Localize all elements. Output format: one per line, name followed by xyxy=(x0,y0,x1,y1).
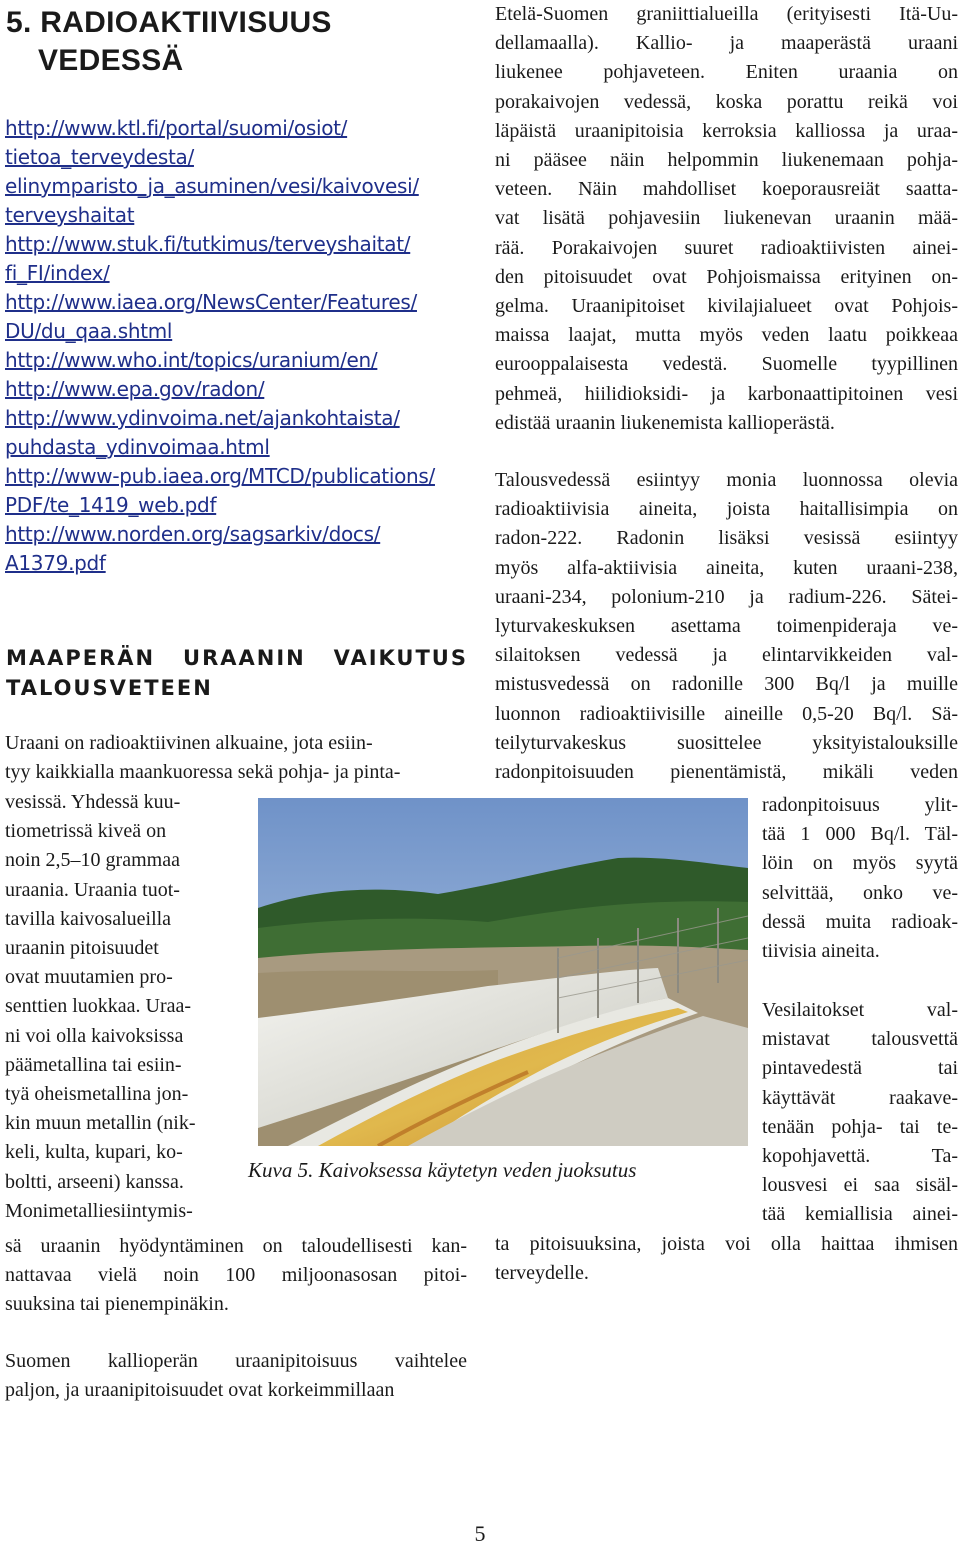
text-line: tavilla kaivosalueilla xyxy=(5,907,172,930)
text-line: ovat muutamien pro- xyxy=(5,966,173,989)
text-line: käyttävät raakave- xyxy=(762,1086,958,1109)
text-line: kopohjavettä. Ta- xyxy=(762,1145,958,1168)
text-line: pehmeä, hiilidioksidi- ja karbonaattipitoinen vesi xyxy=(495,382,958,405)
page-number: 5 xyxy=(474,1521,486,1546)
text-line: sä uraanin hyödyntäminen on taloudellisesti kan- xyxy=(5,1235,467,1257)
text-line: silaitoksen vedessä ja elintarvikkeiden val- xyxy=(495,644,958,667)
right-column-radon-wrapped xyxy=(762,791,958,966)
uranium-paragraph-end xyxy=(5,1232,467,1320)
text-line: uraani-234, polonium-210 ja radium-226. Sätei- xyxy=(495,585,958,608)
text-line: vesissä. Yhdessä kuu- xyxy=(5,791,181,813)
reference-link[interactable]: A1379.pdf xyxy=(5,551,106,575)
text-line: dellamaalla). Kallio- ja maaperästä uraani xyxy=(495,32,958,55)
text-line: mistavat talousvettä xyxy=(762,1028,958,1051)
reference-link[interactable]: http://www.norden.org/sagsarkiv/docs/ xyxy=(5,522,381,546)
text-line: veteen. Näin mahdolliset koeporausreiät saatta- xyxy=(495,178,958,201)
text-line: Suomen kallioperän uraanipitoisuus vaihtelee xyxy=(5,1350,467,1372)
subheading: MAAPERÄN URAANIN VAIKUTUS TALOUSVETEEN xyxy=(6,646,468,700)
reference-link[interactable]: fi_FI/index/ xyxy=(5,261,110,285)
text-line: keli, kulta, kupari, ko- xyxy=(5,1141,183,1164)
text-line: senttien luokkaa. Uraa- xyxy=(5,995,192,1018)
text-line: gelma. Uraanipitoiset kivilajialueet ovat Pohjois- xyxy=(495,295,958,318)
text-line: ni pääsee näin helpommin liukenemaan pohja- xyxy=(495,149,958,172)
text-line: löin on myös syytä xyxy=(762,852,958,875)
reference-link[interactable]: http://www.epa.gov/radon/ xyxy=(5,377,265,401)
reference-link[interactable]: http://www.ydinvoima.net/ajankohtaista/ xyxy=(5,406,400,430)
section-heading-line2: VEDESSÄ xyxy=(38,44,184,77)
text-line: radonpitoisuuden pienentämistä, mikäli veden xyxy=(495,761,958,784)
text-line: dessä muita radioak- xyxy=(762,910,958,933)
text-line: myös alfa-aktiivisia aineita, kuten uraani-238, xyxy=(495,556,958,579)
text-line: kin muun metallin (nik- xyxy=(5,1112,196,1135)
section-heading-line1: 5. RADIOAKTIIVISUUS xyxy=(6,6,332,39)
reference-link[interactable]: puhdasta_ydinvoimaa.html xyxy=(5,435,270,459)
text-line: teilyturvakeskus suosittelee yksityistalouksille xyxy=(495,731,958,754)
right-column-waterworks-end xyxy=(495,1230,958,1288)
text-line: noin 2,5–10 grammaa xyxy=(5,849,180,872)
text-line: läpäistä uraanipitoisia kerroksia kalliossa ja uraa- xyxy=(495,119,958,142)
reference-link[interactable]: PDF/te_1419_web.pdf xyxy=(5,493,217,517)
uranium-paragraph-wrapped xyxy=(5,788,237,1226)
text-line: uraania. Uraania tuot- xyxy=(5,878,180,901)
text-line: porakaivojen vedessä, koska porattu reikä voi xyxy=(495,90,958,113)
mine-water-channel-illustration xyxy=(258,798,748,1146)
reference-link[interactable]: terveyshaitat xyxy=(5,203,135,227)
text-line: Uraani on radioaktiivinen alkuaine, jota esiin- xyxy=(5,732,373,754)
text-line: tää 1 000 Bq/l. Täl- xyxy=(762,823,958,846)
text-line: rää. Porakaivojen suuret radioaktiivisten ainei- xyxy=(495,236,958,259)
text-line: luonnon radioaktiivisille aineille 0,5-20 Bq/l. Sä- xyxy=(495,702,958,725)
figure-caption: Kuva 5. Kaivoksessa käytetyn veden juoksutus xyxy=(248,1158,637,1182)
text-line: liukenee pohjaveteen. Eniten uraania on xyxy=(495,61,958,84)
text-line: nattavaa vielä noin 100 miljoonasosan pitoi- xyxy=(5,1264,467,1287)
text-line: tää kemiallisia ainei- xyxy=(762,1203,958,1226)
text-line: radioaktiivisia aineita, joista haitallisimpia on xyxy=(495,498,958,521)
reference-link[interactable]: tietoa_terveydesta/ xyxy=(5,145,194,169)
text-line: radon-222. Radonin lisäksi vesissä esiintyy xyxy=(495,527,958,550)
uranium-paragraph-intro xyxy=(5,729,467,787)
text-line: päämetallina tai esiin- xyxy=(5,1053,182,1076)
section-heading xyxy=(6,4,332,80)
reference-link[interactable]: elinymparisto_ja_asuminen/vesi/kaivovesi/ xyxy=(5,174,419,198)
text-line: uraanin pitoisuudet xyxy=(5,937,159,960)
right-column-paragraph-1 xyxy=(495,0,958,438)
text-line: selvittää, onko ve- xyxy=(762,881,958,904)
text-line: lousvesi ei saa sisäl- xyxy=(762,1174,958,1197)
reference-link[interactable]: http://www.stuk.fi/tutkimus/terveyshaitat/ xyxy=(5,232,411,256)
text-line: tyy kaikkialla maankuoressa sekä pohja- ja pinta- xyxy=(5,761,401,784)
text-line: Talousvedessä esiintyy monia luonnossa olevia xyxy=(495,469,958,491)
reference-links xyxy=(5,114,475,578)
text-line: Vesilaitokset val- xyxy=(762,999,958,1021)
text-line: tiivisia aineita. xyxy=(762,940,880,963)
text-line: edistää uraanin liukenemista kallioperästä. xyxy=(495,411,835,434)
text-line: vat lisätä pohjavesiin liukenevan uraanin mää- xyxy=(495,207,958,230)
reference-link[interactable]: http://www.who.int/topics/uranium/en/ xyxy=(5,348,378,372)
reference-link[interactable]: DU/du_qaa.shtml xyxy=(5,319,173,343)
text-line: boltti, arseeni) kanssa. xyxy=(5,1170,184,1193)
text-line: mistusvedessä on radonille 300 Bq/l ja muille xyxy=(495,673,958,696)
text-line: den pitoisuudet ovat Pohjoismaissa erityinen on- xyxy=(495,265,958,288)
text-line: ni voi olla kaivoksissa xyxy=(5,1024,184,1047)
text-line: radonpitoisuus ylit- xyxy=(762,794,958,816)
text-line: Etelä-Suomen graniittialueilla (erityisesti Itä-Uu- xyxy=(495,3,958,25)
right-column-paragraph-radon xyxy=(495,466,958,787)
reference-link[interactable]: http://www.ktl.fi/portal/suomi/osiot/ xyxy=(5,116,348,140)
text-line: tenään pohja- tai te- xyxy=(762,1115,958,1138)
text-line: ta pitoisuuksina, joista voi olla haittaa ihmisen xyxy=(495,1233,958,1255)
text-line: paljon, ja uraanipitoisuudet ovat korkeimmillaan xyxy=(5,1379,395,1402)
text-line: tyä oheismetallina jon- xyxy=(5,1083,189,1106)
text-line: tiometrissä kiveä on xyxy=(5,820,167,843)
text-line: suuksina tai pienempinäkin. xyxy=(5,1293,229,1316)
right-column-waterworks-wrapped xyxy=(762,996,958,1230)
mine-water-photo xyxy=(258,798,748,1146)
reference-link[interactable]: http://www-pub.iaea.org/MTCD/publications/ xyxy=(5,464,435,488)
finland-uranium-paragraph xyxy=(5,1347,467,1405)
text-line: maissa laajat, mutta myös veden laatu poikkeaa xyxy=(495,324,958,347)
reference-link[interactable]: http://www.iaea.org/NewsCenter/Features/ xyxy=(5,290,417,314)
text-line: terveydelle. xyxy=(495,1262,589,1285)
text-line: pintavedestä tai xyxy=(762,1057,958,1080)
text-line: eurooppalaisesta vedestä. Suomelle tyypillinen xyxy=(495,353,958,376)
text-line: Monimetalliesiintymis- xyxy=(5,1199,193,1222)
text-line: lyturvakeskuksen asettama toimenpideraja ve- xyxy=(495,615,958,638)
